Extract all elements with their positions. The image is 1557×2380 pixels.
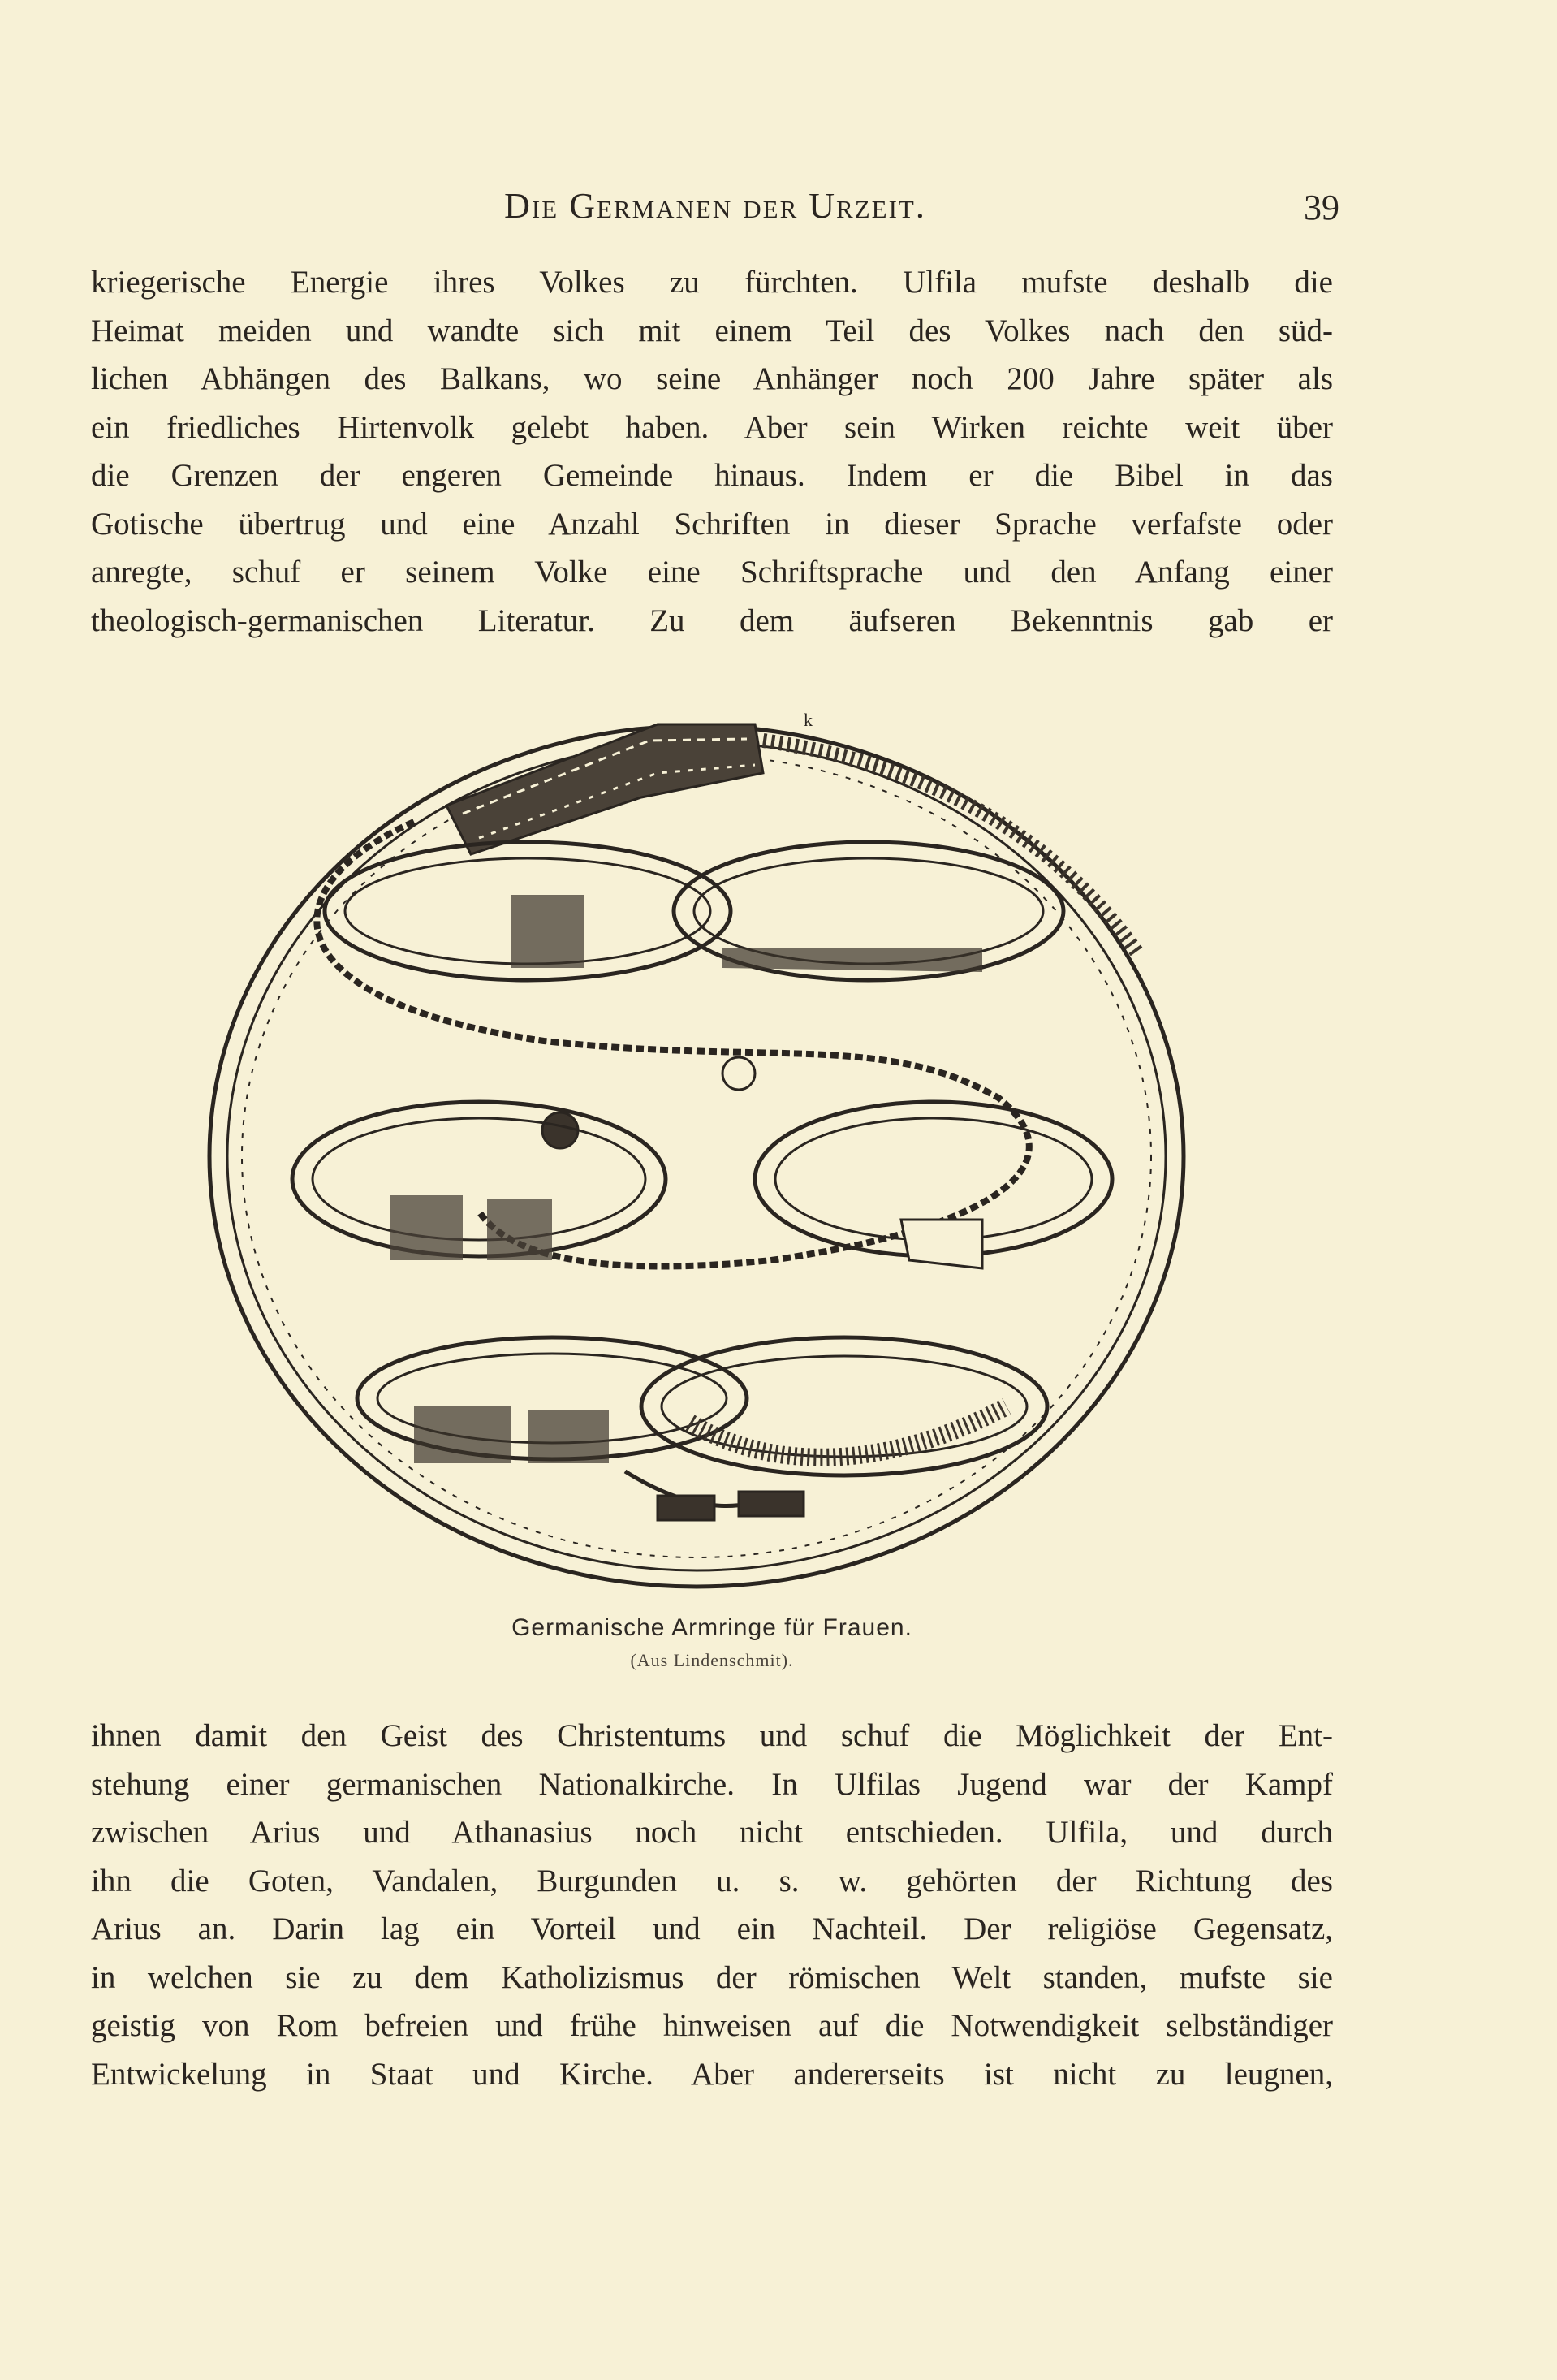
figure-caption: Germanische Armringe für Frauen. bbox=[511, 1614, 912, 1641]
text-line: zwischen Arius und Athanasius noch nicht entschieden. Ulfila, und durch bbox=[91, 1815, 1333, 1850]
text-line: geistig von Rom befreien und frühe hinweisen auf die Notwendigkeit selbständiger bbox=[91, 2008, 1333, 2043]
text-line: ihn die Goten, Vandalen, Burgunden u. s. w. gehörten der Richtung des bbox=[91, 1863, 1333, 1898]
armrings-engraving bbox=[203, 692, 1210, 1601]
text-line: lichen Abhängen des Balkans, wo seine Anhänger noch 200 Jahre später als bbox=[91, 361, 1333, 396]
figure-source: (Aus Lindenschmit). bbox=[630, 1650, 794, 1670]
text-line: ein friedliches Hirtenvolk gelebt haben. Aber sein Wirken reichte weit über bbox=[91, 409, 1333, 445]
figure-label-k: k bbox=[804, 710, 813, 730]
armrings-illustration bbox=[203, 692, 1210, 1601]
page-header bbox=[91, 180, 1339, 237]
running-head: Die Germanen der Urzeit. bbox=[504, 186, 926, 226]
text-line: Gotische übertrug und eine Anzahl Schriften in dieser Sprache verfafste oder bbox=[91, 506, 1333, 542]
text-line: Heimat meiden und wandte sich mit einem Teil des Volkes nach den süd- bbox=[91, 313, 1333, 348]
paragraph-bottom bbox=[91, 1712, 1333, 2098]
text-line: Arius an. Darin lag ein Vorteil und ein Nachteil. Der religiöse Gegensatz, bbox=[91, 1911, 1333, 1946]
text-line: ihnen damit den Geist des Christentums und schuf die Möglichkeit der Ent- bbox=[91, 1718, 1333, 1753]
text-line: anregte, schuf er seinem Volke eine Schriftsprache und den Anfang einer bbox=[91, 555, 1333, 590]
text-line: stehung einer germanischen Nationalkirche. In Ulfilas Jugend war der Kampf bbox=[91, 1766, 1333, 1802]
text-line: theologisch-germanischen Literatur. Zu dem äufseren Bekenntnis gab er bbox=[91, 603, 1333, 638]
text-line: kriegerische Energie ihres Volkes zu fürchten. Ulfila mufste deshalb die bbox=[91, 265, 1333, 300]
paragraph-top bbox=[91, 258, 1333, 645]
text-line: in welchen sie zu dem Katholizismus der römischen Welt standen, mufste sie bbox=[91, 1959, 1333, 1995]
page-number: 39 bbox=[1304, 188, 1339, 227]
text-line: Entwickelung in Staat und Kirche. Aber andererseits ist nicht zu leugnen, bbox=[91, 2056, 1333, 2092]
text-line: die Grenzen der engeren Gemeinde hinaus. Indem er die Bibel in das bbox=[91, 458, 1333, 493]
